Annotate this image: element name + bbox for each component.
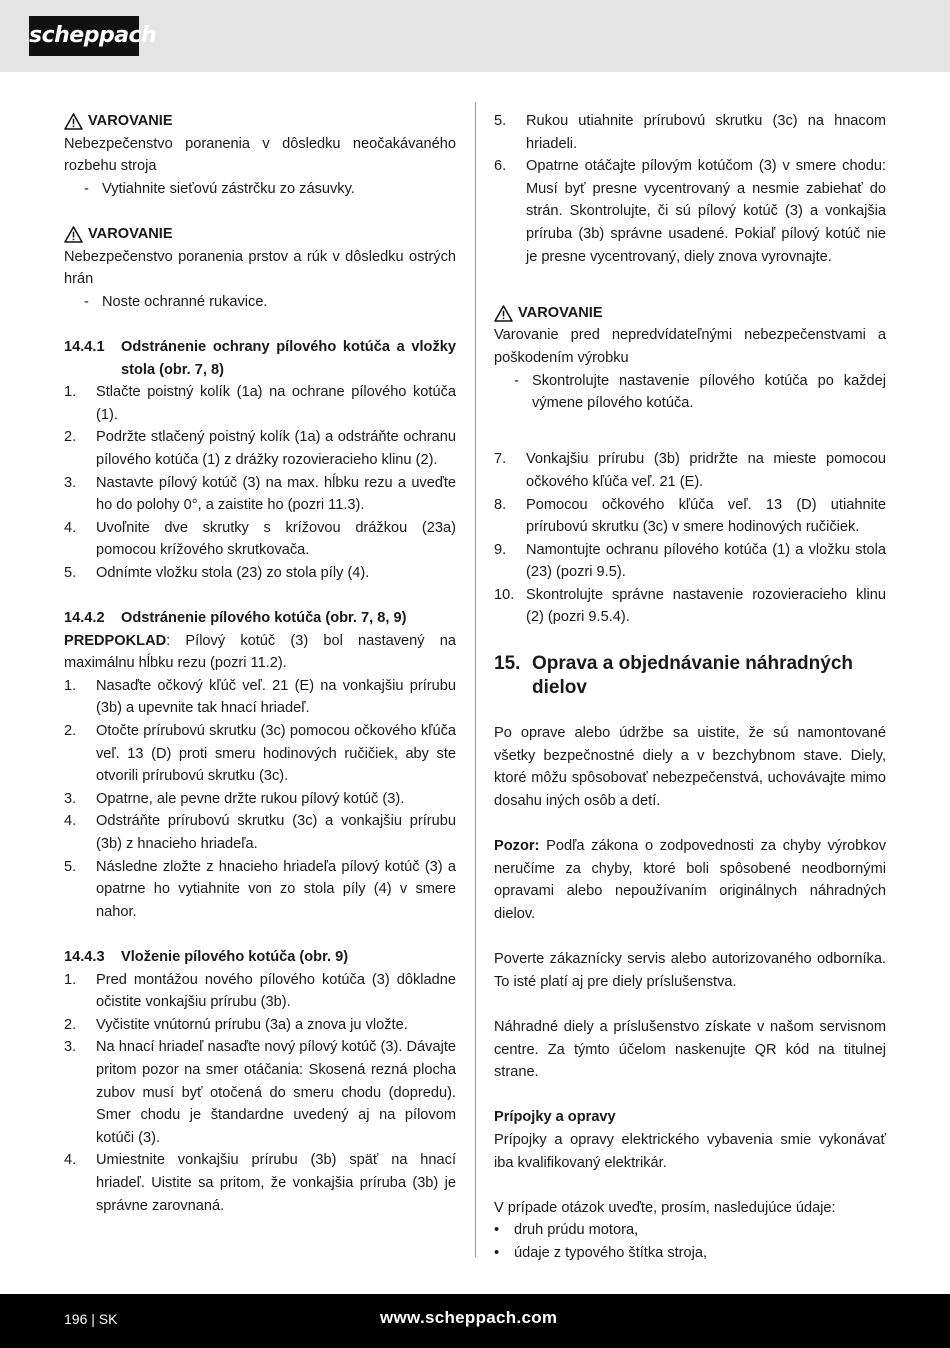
step-text: Skontrolujte správne nastavenie rozovieracieho klinu (2) (pozri 9.5.4). [526, 586, 886, 626]
warning-item-text: Vytiahnite sieťovú zástrčku zo zásuvky. [102, 180, 355, 197]
step-text: Následne zložte z hnacieho hriadeľa pílový kotúč (3) a opatrne ho vytiahnite von zo stola píly (4) v smere nahor. [96, 858, 456, 920]
warning-text: Nebezpečenstvo poranenia v dôsledku neočakávaného rozbehu stroja [64, 135, 456, 175]
warning-title: VAROVANIE [518, 304, 603, 321]
step-number: 3. [64, 790, 77, 807]
page-number: 196 | SK [64, 1311, 118, 1327]
list-item [64, 381, 456, 426]
list-item [64, 1036, 456, 1149]
step-number: 8. [494, 496, 507, 513]
section-heading-14-4-1 [64, 336, 456, 381]
warning-text: Varovanie pred nepredvídateľnými nebezpečenstvami a poškodením výrobku [494, 327, 886, 366]
step-number: 5. [494, 113, 507, 129]
step-text: Na hnací hriadeľ nasaďte nový pílový kotúč (3). Dávajte pritom pozor na smer otáčania: Skosená rezná plocha zubov musí byť otočená do smeru chodu (dopredu). Smer chodu je štandardne uvedený aj na pílovom kotúči (3). [96, 1039, 456, 1146]
warning-heading [64, 223, 456, 246]
warning-heading [494, 302, 886, 325]
step-text: Stlačte poistný kolík (1a) na ochrane pílového kotúča (1). [96, 384, 456, 423]
list-item [64, 1014, 456, 1037]
column-divider [475, 102, 476, 1257]
note-label: Pozor: [494, 838, 540, 855]
section-heading-15 [494, 652, 886, 700]
step-text: Rukou utiahnite prírubovú skrutku (3c) na hnacom hriadeli. [526, 113, 886, 152]
list-item [494, 155, 886, 268]
list-item [64, 562, 456, 585]
list-item [64, 1149, 456, 1217]
step-text: Umiestnite vonkajšiu prírubu (3b) späť na hnací hriadeľ. Uistite sa pritom, že vonkajšia príruba (3b) je správne zarovnaná. [96, 1152, 456, 1214]
section-number: 14.4.3 [64, 948, 105, 965]
list-item [64, 720, 456, 788]
warning-triangle-icon [64, 226, 83, 243]
list-item [494, 448, 886, 493]
subheading: Prípojky a opravy [494, 1109, 616, 1126]
step-number: 1. [64, 971, 77, 988]
step-number: 4. [64, 519, 77, 536]
warning-item-text: Skontrolujte nastavenie pílového kotúča po každej výmene pílového kotúča. [532, 372, 886, 412]
step-text: Vyčistite vnútornú prírubu (3a) a znova ju vložte. [96, 1016, 408, 1033]
bullet-text: údaje z typového štítka stroja, [514, 1244, 708, 1261]
warning-triangle-icon [64, 113, 83, 130]
paragraph: Po oprave alebo údržbe sa uistite, že sú namontované všetky bezpečnostné diely a v bezchybnom stave. Diely, ktoré môžu spôsobovať nebezpečenstvá, uchovávajte mimo dosahu iných osôb a detí. [494, 725, 886, 810]
warning-item [64, 178, 456, 201]
section-title: Odstránenie pílového kotúča (obr. 7, 8, 9) [121, 610, 407, 627]
step-number: 1. [64, 384, 77, 401]
step-text: Uvoľnite dve skrutky s krížovou drážkou (23a) pomocou krížového skrutkovača. [96, 519, 456, 559]
warning-heading [64, 110, 456, 133]
step-number: 7. [494, 451, 507, 468]
step-number: 10. [494, 586, 515, 603]
dash-marker: - [84, 180, 89, 197]
website-url: www.scheppach.com [380, 1308, 558, 1327]
paragraph: V prípade otázok uveďte, prosím, nasledujúce údaje: [494, 1199, 836, 1216]
bullet-marker: • [494, 1222, 500, 1239]
paragraph [494, 835, 886, 925]
prerequisite-text: : Pílový kotúč (3) bol nastavený na maximálnu hĺbku rezu (pozri 11.2). [64, 632, 456, 672]
warning-text: Nebezpečenstvo poranenia prstov a rúk v dôsledku ostrých hrán [64, 248, 456, 288]
step-number: 3. [64, 1039, 77, 1056]
left-column [64, 110, 456, 1217]
page-footer [0, 1294, 950, 1348]
section-number: 14.4.1 [64, 338, 105, 355]
step-text: Podržte stlačený poistný kolík (1a) a odstráňte ochranu pílového kotúča (1) z drážky rozovieracieho klinu (2). [96, 429, 456, 468]
section-title: Odstránenie ochrany pílového kotúča a vložky stola (obr. 7, 8) [121, 338, 456, 378]
list-item [494, 1242, 886, 1265]
list-item [64, 969, 456, 1014]
list-item [494, 494, 886, 539]
step-text: Odstráňte prírubovú skrutku (3c) a vonkajšiu prírubu (3b) z hnacieho hriadeľa. [96, 813, 456, 852]
warning-item [494, 370, 886, 415]
prerequisite [64, 630, 456, 675]
right-column [494, 110, 886, 1265]
step-text: Nasaďte očkový kľúč veľ. 21 (E) na vonkajšiu prírubu (3b) a upevnite tak hnací hriadeľ. [96, 677, 456, 717]
list-item [494, 584, 886, 629]
step-text: Opatrne, ale pevne držte rukou pílový kotúč (3). [96, 790, 405, 807]
scheppach-logo: scheppach [29, 16, 139, 56]
step-number: 2. [64, 723, 77, 740]
warning-title: VAROVANIE [88, 113, 173, 129]
section-title: Oprava a objednávanie náhradných dielov [532, 652, 853, 698]
step-text: Pred montážou nového pílového kotúča (3) dôkladne očistite vonkajšiu prírubu (3b). [96, 971, 456, 1011]
prerequisite-label: PREDPOKLAD [64, 632, 167, 649]
bullet-text: druh prúdu motora, [514, 1222, 639, 1239]
warning-title: VAROVANIE [88, 225, 173, 242]
warning-item [64, 291, 456, 314]
list-item [64, 426, 456, 471]
list-item [494, 110, 886, 155]
step-text: Nastavte pílový kotúč (3) na max. hĺbku rezu a uveďte ho do polohy 0°, a zaistite ho (pozri 11.3). [96, 474, 456, 514]
step-text: Namontujte ochranu pílového kotúča (1) a vložku stola (23) (pozri 9.5). [526, 541, 886, 581]
step-text: Otočte prírubovú skrutku (3c) pomocou očkového kľúča veľ. 13 (D) proti smeru hodinových ručičiek, aby ste otvorili prírubovú skrutku (3c). [96, 723, 456, 785]
warning-triangle-icon [494, 305, 513, 322]
step-number: 2. [64, 429, 77, 446]
step-text: Odnímte vložku stola (23) zo stola píly (4). [96, 564, 370, 581]
warning-item-text: Noste ochranné rukavice. [102, 293, 268, 310]
step-text: Opatrne otáčajte pílovým kotúčom (3) v smere chodu: Musí byť presne vycentrovaný a nesmie zabiehať do strán. Skontrolujte, či sú pílový kotúč (3) a vonkajšia príruba (3b) správne usadené. Pokiaľ pílový kotúč nie je presne vycentrovaný, diely znova vyrovnajte. [526, 158, 886, 265]
step-number: 9. [494, 541, 507, 558]
step-number: 2. [64, 1016, 77, 1033]
step-number: 4. [64, 1152, 77, 1169]
bullet-marker: • [494, 1244, 500, 1261]
dash-marker: - [514, 372, 519, 389]
list-item [494, 1219, 886, 1242]
step-number: 6. [494, 158, 507, 175]
step-text: Vonkajšiu prírubu (3b) pridržte na mieste pomocou očkového kľúča veľ. 21 (E). [526, 451, 886, 490]
list-item [494, 539, 886, 584]
step-number: 1. [64, 677, 77, 694]
list-item [64, 675, 456, 720]
step-number: 3. [64, 474, 77, 491]
list-item [64, 517, 456, 562]
dash-marker: - [84, 293, 89, 310]
paragraph: Náhradné diely a príslušenstvo získate v našom servisnom centre. Za týmto účelom naskenujte QR kód na titulnej strane. [494, 1018, 886, 1081]
paragraph: Poverte zákaznícky servis alebo autorizovaného odborníka. To isté platí aj pre diely príslušenstva. [494, 951, 886, 990]
section-title: Vloženie pílového kotúča (obr. 9) [121, 948, 349, 965]
section-number: 15. [494, 652, 521, 674]
section-heading-14-4-3 [64, 946, 456, 969]
step-number: 5. [64, 858, 77, 875]
list-item [64, 856, 456, 924]
list-item [64, 810, 456, 855]
note-text: Podľa zákona o zodpovednosti za chyby výrobkov neručíme za chyby, ktoré boli spôsobené neodbornými opravami alebo nepoužívaním originálnych náhradných dielov. [494, 838, 886, 922]
page-header [0, 0, 950, 72]
step-text: Pomocou očkového kľúča veľ. 13 (D) utiahnite prírubovú skrutku (3c) v smere hodinových ručičiek. [526, 496, 886, 536]
section-heading-14-4-2 [64, 607, 456, 630]
list-item [64, 472, 456, 517]
paragraph: Prípojky a opravy elektrického vybavenia smie vykonávať iba kvalifikovaný elektrikár. [494, 1131, 886, 1171]
step-number: 5. [64, 564, 77, 581]
step-number: 4. [64, 813, 77, 830]
list-item [64, 788, 456, 811]
section-number: 14.4.2 [64, 610, 105, 627]
